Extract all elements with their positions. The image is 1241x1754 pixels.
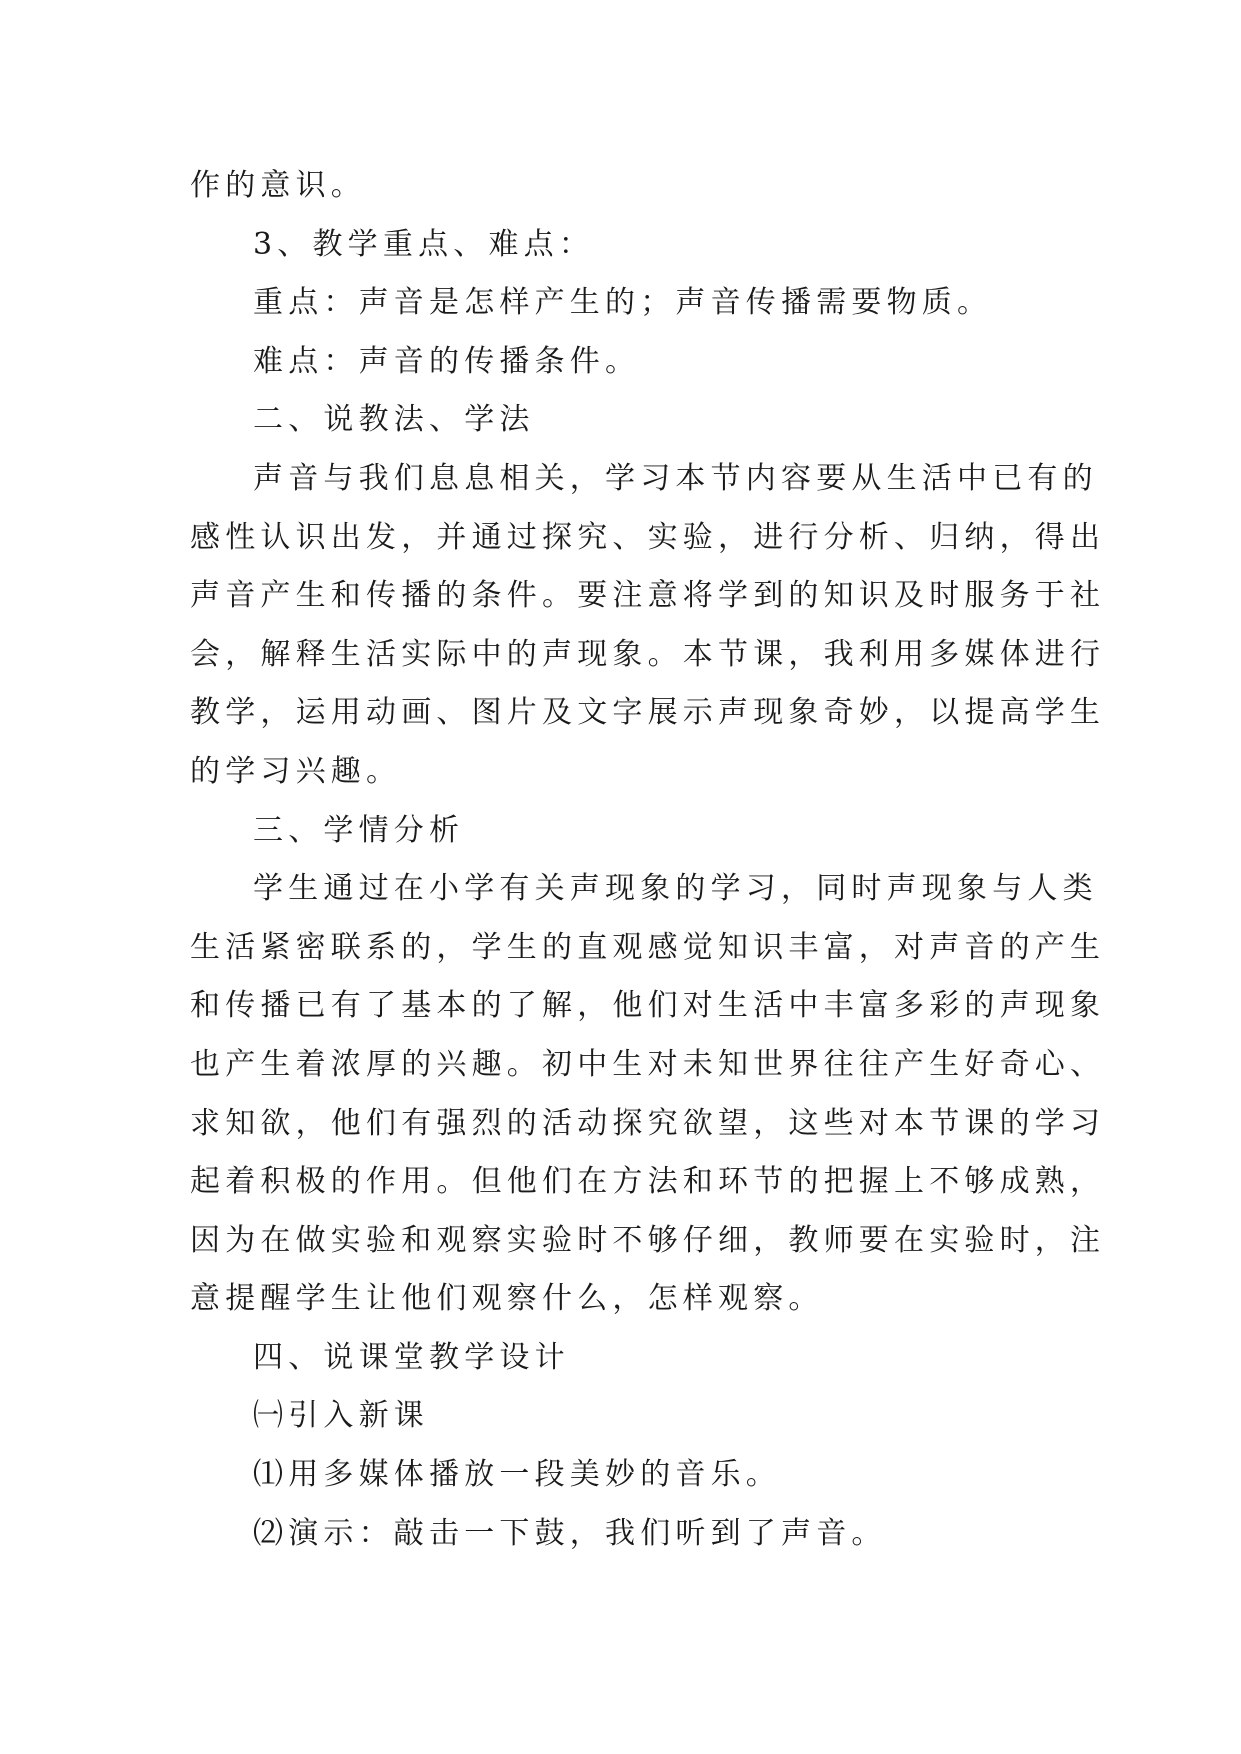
text-line: 也产生着浓厚的兴趣。初中生对未知世界往往产生好奇心、 — [190, 1046, 1106, 1082]
subsection-heading: ㈠引入新课 — [253, 1398, 429, 1434]
text-line: 意提醒学生让他们观察什么，怎样观察。 — [190, 1281, 824, 1317]
text-line: 求知欲，他们有强烈的活动探究欲望，这些对本节课的学习 — [190, 1105, 1106, 1141]
text-line: 声音产生和传播的条件。要注意将学到的知识及时服务于社 — [190, 578, 1106, 614]
list-item: ⑴用多媒体播放一段美妙的音乐。 — [253, 1457, 781, 1493]
text-line: 作的意识。 — [190, 168, 366, 203]
text-line: 声音与我们息息相关，学习本节内容要从生活中已有的 — [253, 460, 1098, 496]
section-heading: 三、学情分析 — [253, 812, 465, 848]
text-line: 和传播已有了基本的了解，他们对生活中丰富多彩的声现象 — [190, 988, 1106, 1024]
section-heading: 二、说教法、学法 — [253, 402, 535, 438]
text-line: 的学习兴趣。 — [190, 753, 402, 789]
text-line: 难点：声音的传播条件。 — [253, 343, 641, 379]
text-line: 会，解释生活实际中的声现象。本节课，我利用多媒体进行 — [190, 636, 1106, 672]
text-line: 感性认识出发，并通过探究、实验，进行分析、归纳，得出 — [190, 519, 1106, 555]
section-heading: 四、说课堂教学设计 — [253, 1339, 570, 1375]
text-line: 重点：声音是怎样产生的；声音传播需要物质。 — [253, 285, 993, 321]
text-line: 因为在做实验和观察实验时不够仔细，教师要在实验时，注 — [190, 1222, 1106, 1258]
section-heading: 3、教学重点、难点： — [253, 226, 595, 262]
text-line: 教学，运用动画、图片及文字展示声现象奇妙，以提高学生 — [190, 695, 1106, 731]
text-line: 生活紧密联系的，学生的直观感觉知识丰富，对声音的产生 — [190, 929, 1106, 965]
text-line: 起着积极的作用。但他们在方法和环节的把握上不够成熟， — [190, 1164, 1106, 1200]
list-item: ⑵演示：敲击一下鼓，我们听到了声音。 — [253, 1515, 887, 1551]
body-text — [190, 157, 1106, 1563]
text-line: 学生通过在小学有关声现象的学习，同时声现象与人类 — [253, 871, 1098, 907]
